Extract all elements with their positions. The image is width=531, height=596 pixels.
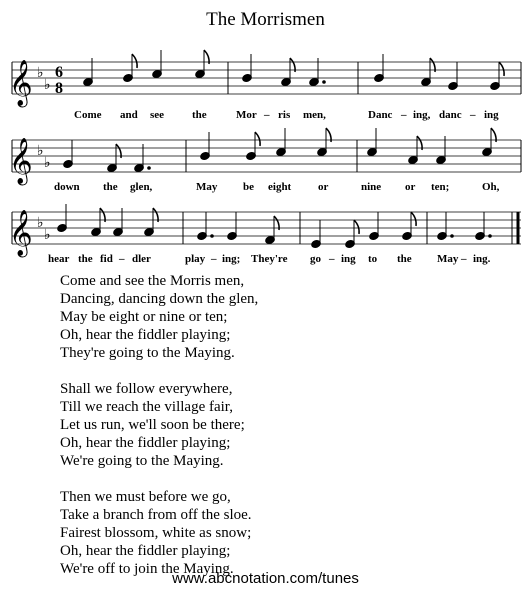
flat-e-icon: ♭: [44, 77, 51, 93]
lyric-hyphen: –: [461, 253, 467, 265]
lyric-syllable: Oh,: [482, 181, 500, 193]
lyric-syllable: danc: [439, 109, 462, 121]
tune-title: The Morrismen: [206, 9, 325, 30]
lyric-hyphen: –: [119, 253, 125, 265]
lyric-syllable: and: [120, 109, 138, 121]
notes-system-3: [57, 204, 492, 249]
verse-line: Fairest blossom, white as snow;: [60, 525, 252, 541]
lyric-syllable: the: [192, 109, 207, 121]
lyric-syllable: Mor: [236, 109, 257, 121]
verse-line: May be eight or nine or ten;: [60, 309, 228, 325]
lyric-syllable: ris: [278, 109, 291, 121]
lyric-syllable: down: [54, 181, 80, 193]
lyric-syllable: glen,: [130, 181, 153, 193]
notes-system-2: [63, 128, 497, 173]
verse-line: Then we must before we go,: [60, 489, 231, 505]
verse-1: [60, 272, 258, 362]
verse-line: Dancing, dancing down the glen,: [60, 291, 259, 307]
lyric-syllable: or: [405, 181, 416, 193]
verses-block: [60, 272, 258, 596]
time-signature-bottom: 8: [55, 80, 63, 97]
lyric-syllable: ing: [484, 109, 499, 121]
flat-e-icon: ♭: [44, 227, 51, 243]
lyric-syllable: ing: [341, 253, 356, 265]
flat-b-icon: ♭: [37, 143, 44, 159]
staff-system-1: [9, 50, 521, 121]
lyric-syllable: May: [196, 181, 218, 193]
lyric-hyphen: –: [470, 109, 476, 121]
lyric-syllable: the: [78, 253, 93, 265]
lyric-syllable: They're: [251, 253, 288, 265]
lyric-syllable: hear: [48, 253, 70, 265]
lyric-syllable: go: [310, 253, 321, 265]
lyric-syllable: the: [397, 253, 412, 265]
verse-line: Oh, hear the fiddler playing;: [60, 543, 231, 559]
time-signature-top: 6: [55, 64, 63, 81]
verse-line: Oh, hear the fiddler playing;: [60, 435, 231, 451]
verse-line: They're going to the Maying.: [60, 345, 235, 361]
lyric-hyphen: –: [329, 253, 335, 265]
lyric-syllable: nine: [361, 181, 382, 193]
lyrics-line-2: [54, 181, 500, 193]
verse-line: We're off to join the Maying.: [60, 561, 234, 577]
lyric-syllable: eight: [268, 181, 292, 193]
treble-clef-icon: 𝄞: [9, 210, 33, 256]
treble-clef-icon: 𝄞: [9, 138, 33, 184]
verse-line: Come and see the Morris men,: [60, 273, 245, 289]
lyric-syllable: Danc: [368, 109, 393, 121]
lyric-syllable: men,: [303, 109, 326, 121]
verse-3: [60, 488, 258, 578]
staff-system-3: [9, 204, 521, 265]
verse-line: Let us run, we'll soon be there;: [60, 417, 245, 433]
lyric-syllable: be: [243, 181, 254, 193]
lyric-syllable: fid: [100, 253, 113, 265]
staff-system-2: [9, 128, 521, 193]
flat-e-icon: ♭: [44, 155, 51, 171]
lyric-syllable: ing;: [222, 253, 241, 265]
verse-line: Till we reach the village fair,: [60, 399, 233, 415]
treble-clef-icon: 𝄞: [9, 60, 33, 106]
music-score: [0, 0, 531, 270]
verse-line: Oh, hear the fiddler playing;: [60, 327, 231, 343]
lyrics-line-3: [48, 253, 491, 265]
lyric-hyphen: –: [401, 109, 407, 121]
lyric-syllable: play: [185, 253, 206, 265]
lyric-syllable: ing.: [473, 253, 491, 265]
verse-line: Shall we follow everywhere,: [60, 381, 233, 397]
lyric-syllable: or: [318, 181, 329, 193]
lyric-syllable: May: [437, 253, 459, 265]
lyric-syllable: see: [150, 109, 165, 121]
lyric-hyphen: –: [211, 253, 217, 265]
lyric-hyphen: –: [264, 109, 270, 121]
flat-b-icon: ♭: [37, 65, 44, 81]
verse-line: We're going to the Maying.: [60, 453, 224, 469]
lyric-syllable: ten;: [431, 181, 450, 193]
lyric-syllable: the: [103, 181, 118, 193]
lyric-syllable: dler: [132, 253, 151, 265]
lyric-syllable: ing,: [413, 109, 431, 121]
verse-line: Take a branch from off the sloe.: [60, 507, 252, 523]
verse-2: [60, 380, 258, 470]
lyrics-line-1: [74, 109, 499, 121]
lyric-syllable: to: [368, 253, 378, 265]
flat-b-icon: ♭: [37, 215, 44, 231]
source-url[interactable]: www.abcnotation.com/tunes: [172, 570, 359, 587]
lyric-syllable: Come: [74, 109, 102, 121]
